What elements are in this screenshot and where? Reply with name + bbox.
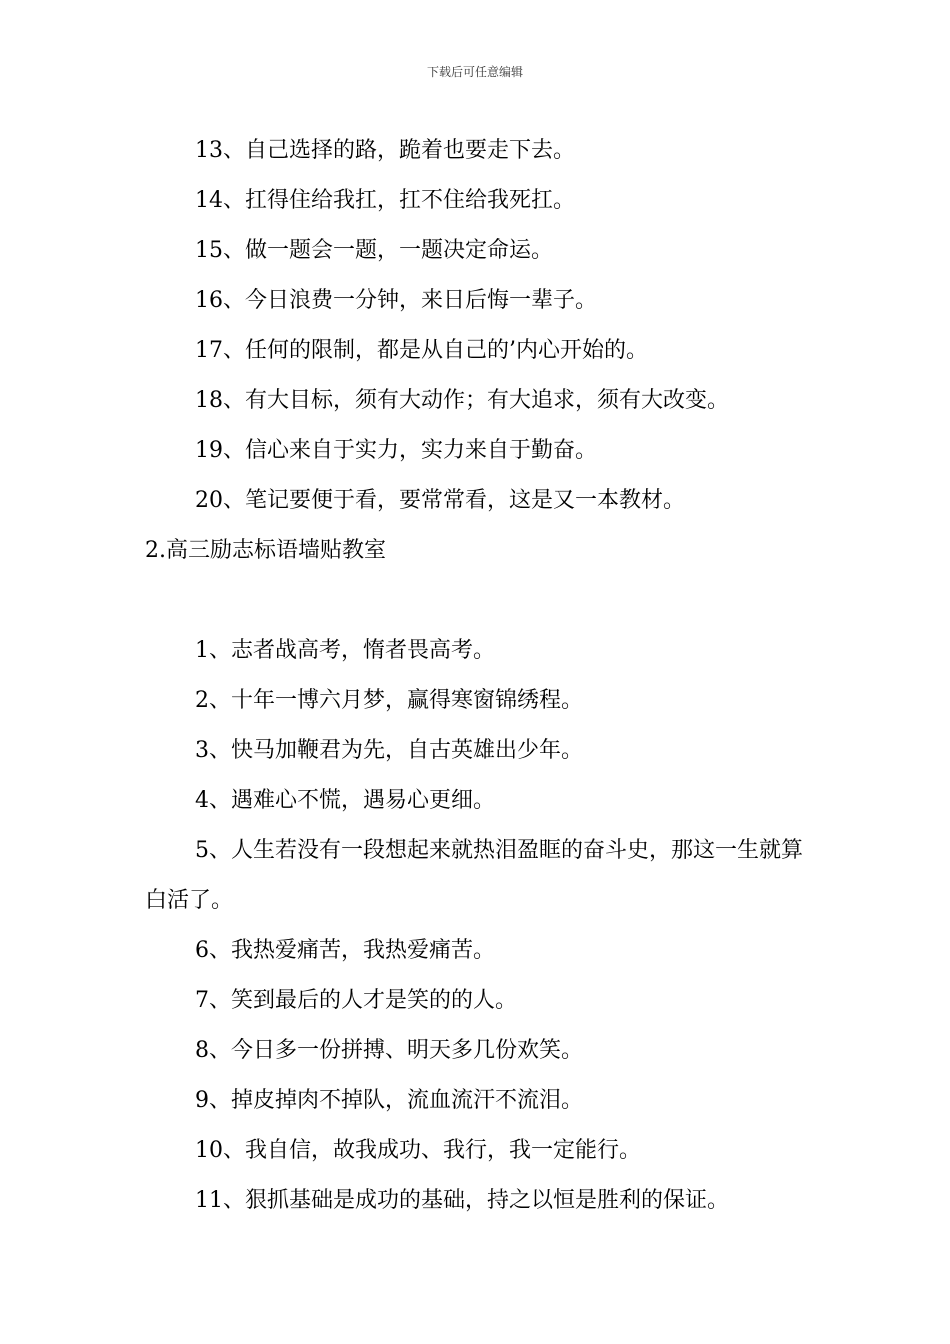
list-item: 3、快马加鞭君为先，自古英雄出少年。: [195, 738, 583, 763]
list-item: 8、今日多一份拼搏、明天多几份欢笑。: [195, 1038, 583, 1063]
list-item: 9、掉皮掉肉不掉队，流血流汗不流泪。: [195, 1088, 583, 1113]
list-item: 5、人生若没有一段想起来就热泪盈眶的奋斗史，那这一生就算白活了。: [145, 838, 803, 913]
list-item: 4、遇难心不慌，遇易心更细。: [195, 788, 495, 813]
list-item: 15、做一题会一题，一题决定命运。: [195, 238, 553, 263]
list-item: 14、扛得住给我扛，扛不住给我死扛。: [195, 188, 575, 213]
list-item: 1、志者战高考，惰者畏高考。: [195, 638, 495, 663]
list-item: 17、任何的限制，都是从自己的’内心开始的。: [195, 338, 648, 363]
section-heading: 2.高三励志标语墙贴教室: [145, 538, 386, 563]
document-body: [145, 126, 810, 1226]
list-item: 19、信心来自于实力，实力来自于勤奋。: [195, 438, 597, 463]
list-item: 10、我自信，故我成功、我行，我一定能行。: [195, 1138, 641, 1163]
list-item: 18、有大目标，须有大动作；有大追求，须有大改变。: [195, 388, 729, 413]
blank-line: [145, 576, 810, 626]
list-item: 13、自己选择的路，跪着也要走下去。: [195, 138, 575, 163]
list-item: 2、十年一博六月梦，赢得寒窗锦绣程。: [195, 688, 583, 713]
list-item: 11、狠抓基础是成功的基础，持之以恒是胜利的保证。: [195, 1188, 729, 1213]
list-item: 6、我热爱痛苦，我热爱痛苦。: [195, 938, 495, 963]
list-item: 20、笔记要便于看，要常常看，这是又一本教材。: [195, 488, 685, 513]
page-header: 下载后可任意编辑: [426, 65, 523, 79]
list-item: 16、今日浪费一分钟，来日后悔一辈子。: [195, 288, 597, 313]
list-item: 7、笑到最后的人才是笑的的人。: [195, 988, 517, 1013]
